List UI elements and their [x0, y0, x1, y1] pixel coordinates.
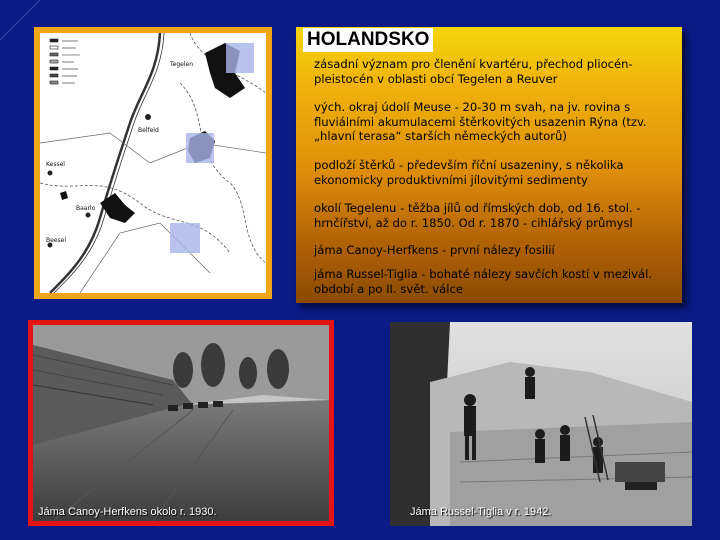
photo-canoy-herfkens-frame — [28, 320, 334, 526]
map-drawing — [40, 33, 266, 293]
photo-caption-right: Jáma Russel-Tiglia v r. 1942. — [410, 506, 552, 518]
photo-caption-left: Jáma Canoy-Herfkens okolo r. 1930. — [38, 506, 217, 518]
page-title: HOLANDSKO — [303, 28, 433, 52]
map-label-tegelen: Tegelen — [170, 61, 193, 68]
map-label-beesel: Beesel — [46, 237, 66, 244]
paragraph: jáma Canoy-Herfkens - první nálezy fosilií — [314, 243, 555, 257]
paragraph: zásadní význam pro členění kvartéru, přechod pliocén-pleistocén v oblasti obcí Tegelen a Reuver — [314, 57, 633, 86]
geologic-map — [40, 33, 266, 293]
paragraph: okolí Tegelenu - těžba jílů od římských dob, od 16. stol. - hrnčířství, až do r. 1850. Od r. 1870 - cihlářský průmysl — [314, 201, 641, 230]
text-panel — [296, 27, 682, 303]
map-frame — [34, 27, 272, 299]
map-label-kessel: Kessel — [46, 161, 65, 168]
map-legend — [50, 39, 80, 84]
paragraph: jáma Russel-Tiglia - bohaté nálezy savčích kostí v mezivál. období a po II. svět. válce — [314, 267, 653, 296]
photo-canoy-herfkens — [33, 325, 329, 521]
map-label-belfeld: Belfeld — [138, 127, 159, 134]
paragraph: podloží štěrků - především říční usazeniny, s několika ekonomicky produktivními jílovitými sedimenty — [314, 158, 624, 187]
photo-russel-tiglia — [390, 322, 692, 526]
map-label-baarlo: Baarlo — [76, 205, 96, 212]
paragraph: vých. okraj údolí Meuse - 20-30 m svah, na jv. rovina s fluviálními akumulacemi štěrkovitých usazenin Rýna (tzv. „hlavní terasa“ starších německých autorů) — [314, 100, 647, 143]
